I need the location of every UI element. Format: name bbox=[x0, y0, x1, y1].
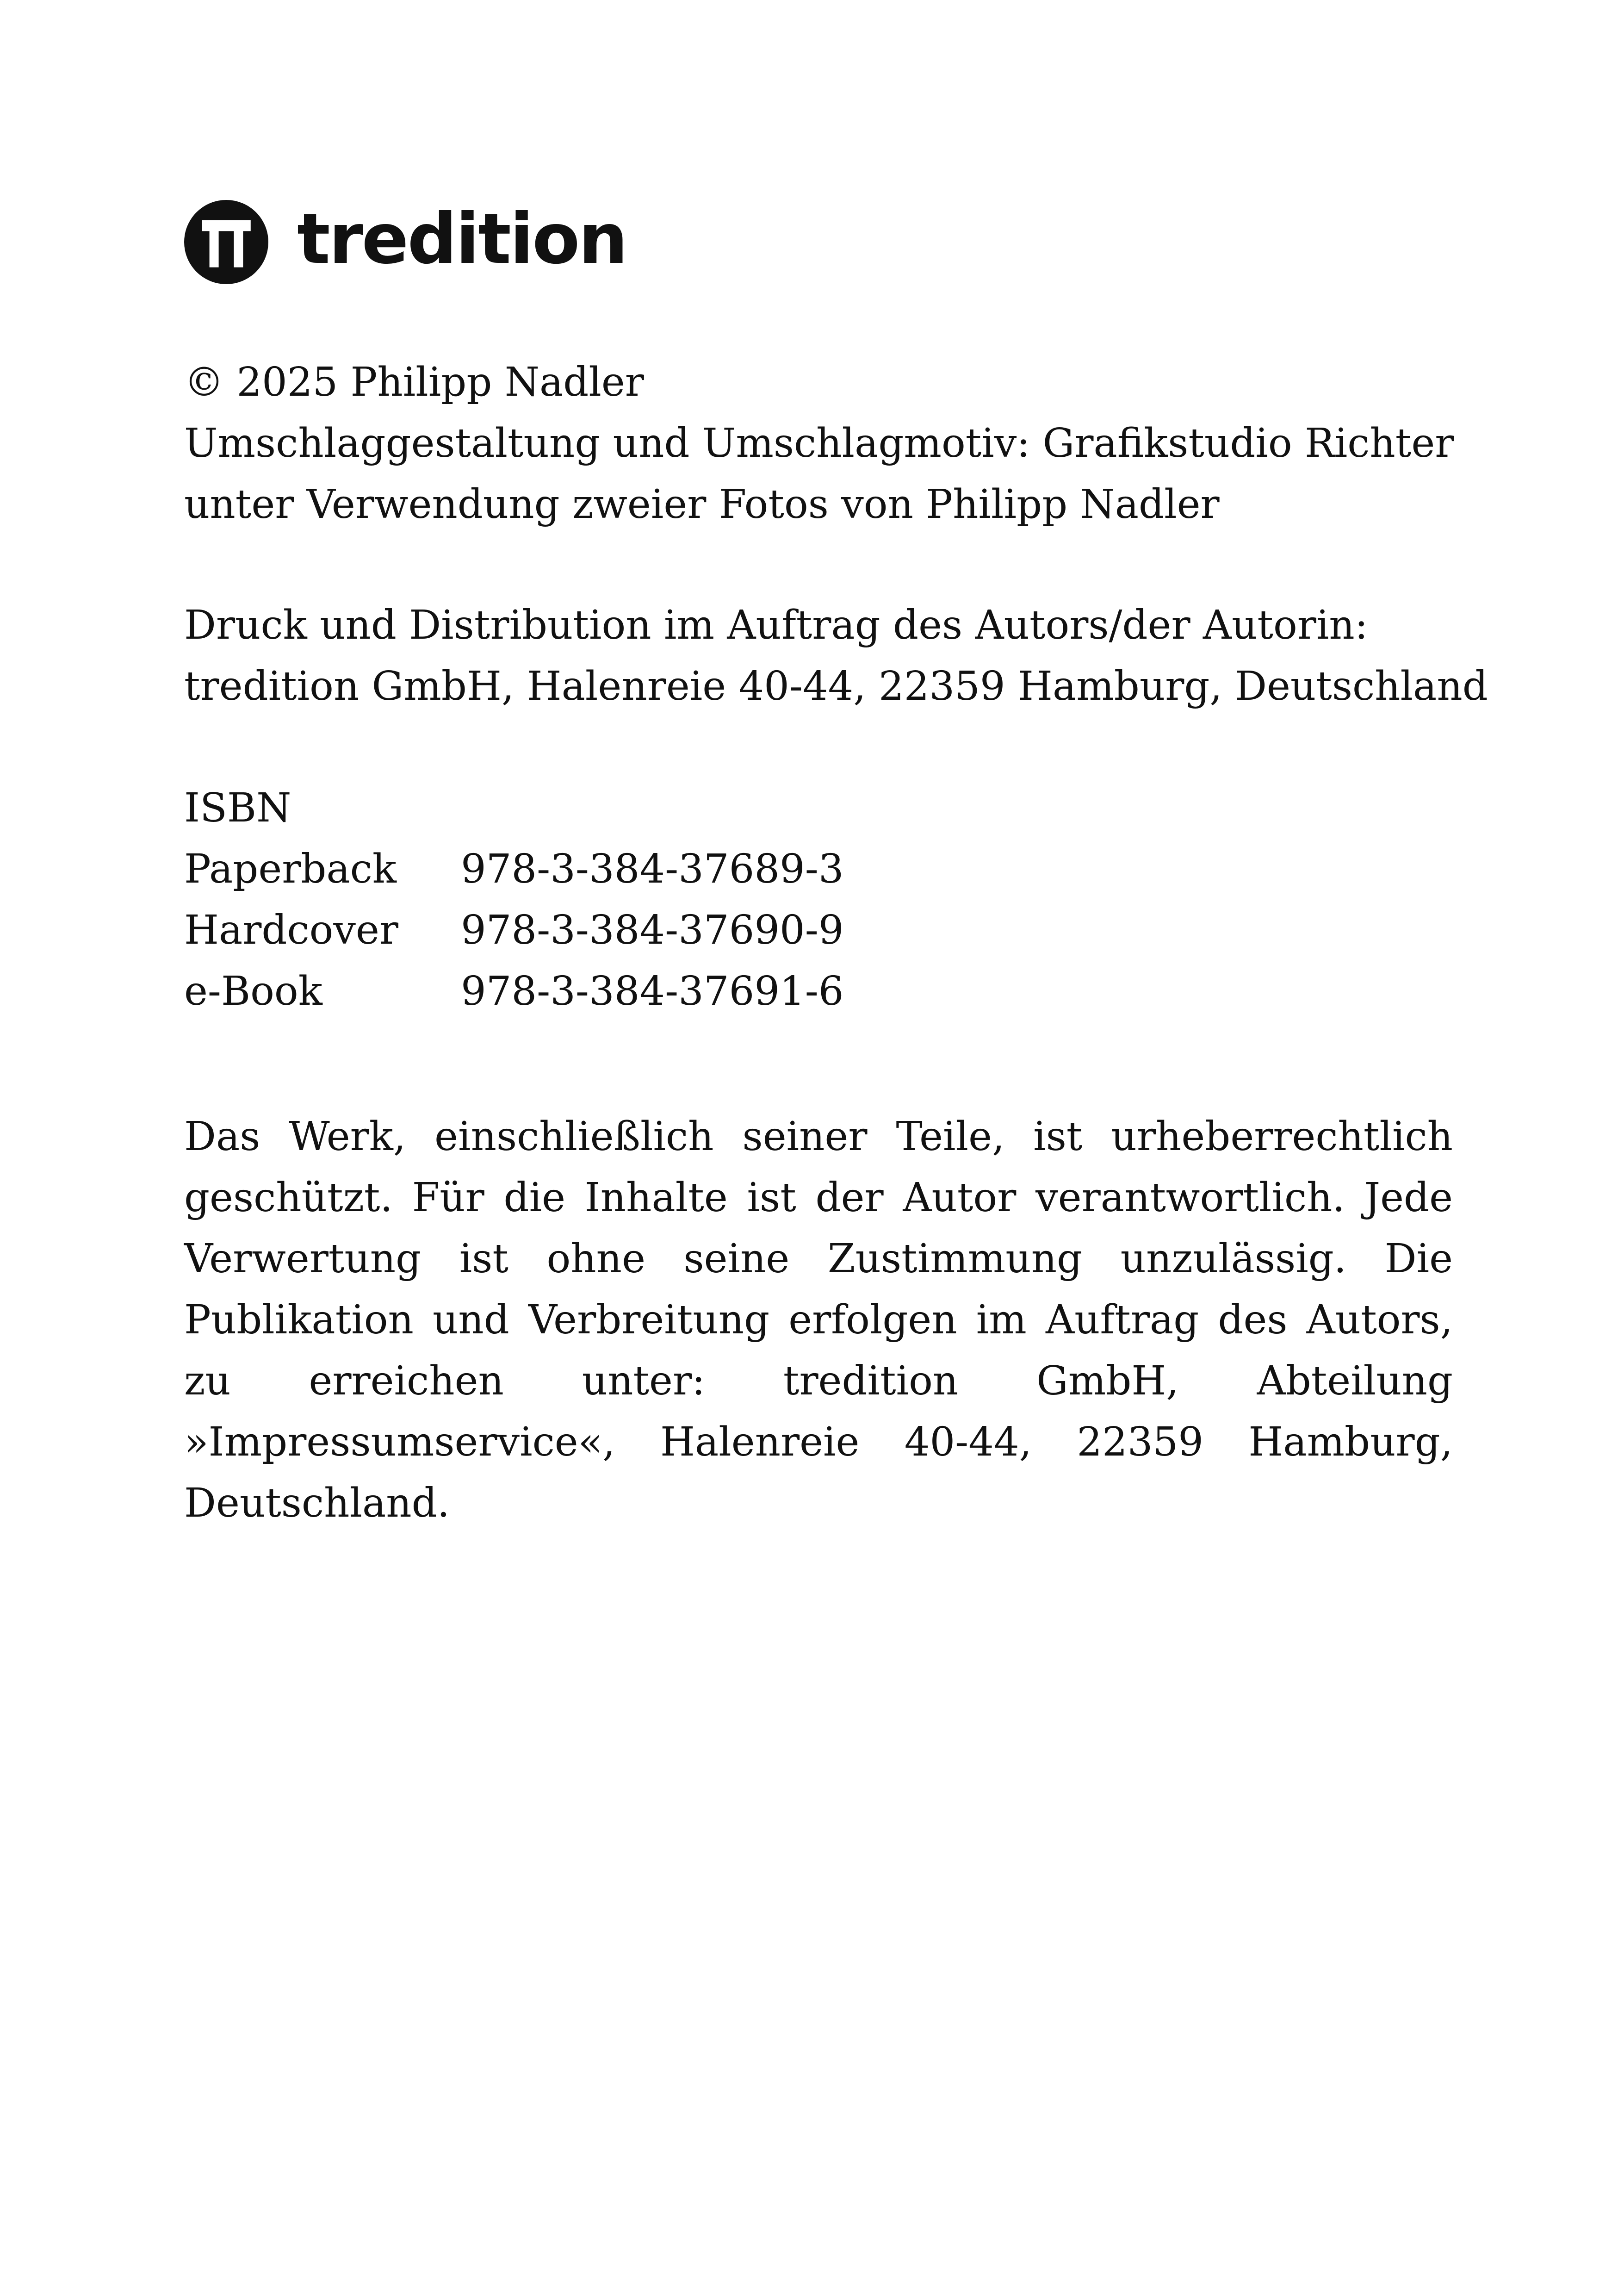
publisher-name: tredition bbox=[297, 199, 627, 280]
publisher-logo bbox=[184, 198, 626, 286]
publisher-address-line: tredition GmbH, Halenreie 40-44, 22359 Hamburg, Deutschland bbox=[184, 663, 1488, 709]
cover-design-line: Umschlaggestaltung und Umschlagmotiv: Grafikstudio Richter bbox=[184, 420, 1454, 467]
isbn-heading: ISBN bbox=[184, 785, 291, 831]
distribution-line: Druck und Distribution im Auftrag des Autors/der Autorin: bbox=[184, 602, 1368, 648]
isbn-format-label: Hardcover bbox=[184, 907, 398, 953]
distribution-block bbox=[184, 595, 1488, 717]
copyright-block bbox=[184, 352, 1454, 535]
copyright-line: © 2025 Philipp Nadler bbox=[184, 359, 644, 405]
isbn-number: 978-3-384-37689-3 bbox=[461, 846, 844, 892]
tredition-logo-icon bbox=[184, 200, 268, 284]
isbn-format-label: Paperback bbox=[184, 846, 397, 892]
isbn-row-ebook bbox=[184, 961, 844, 1022]
isbn-format-label: e-Book bbox=[184, 968, 322, 1014]
isbn-number: 978-3-384-37690-9 bbox=[461, 907, 844, 953]
isbn-block bbox=[184, 778, 844, 1022]
isbn-number: 978-3-384-37691-6 bbox=[461, 968, 844, 1014]
isbn-row-paperback bbox=[184, 839, 844, 900]
legal-notice: Das Werk, einschließlich seiner Teile, ist urheberrechtlich geschützt. Für die Inhalte ist der Autor verantwortlich. Jede Verwertung ist ohne seine Zustimmung unzulässig. Die Publikation und Verbreitung erfolgen im Auftrag des Autors, zu erreichen unter: tredition GmbH, Abteilung »Impressumservice«, Halenreie 40-44, 22359 Hamburg, Deutschland. bbox=[184, 1114, 1453, 1526]
isbn-row-hardcover bbox=[184, 900, 844, 961]
cover-photo-line: unter Verwendung zweier Fotos von Philipp Nadler bbox=[184, 481, 1220, 528]
